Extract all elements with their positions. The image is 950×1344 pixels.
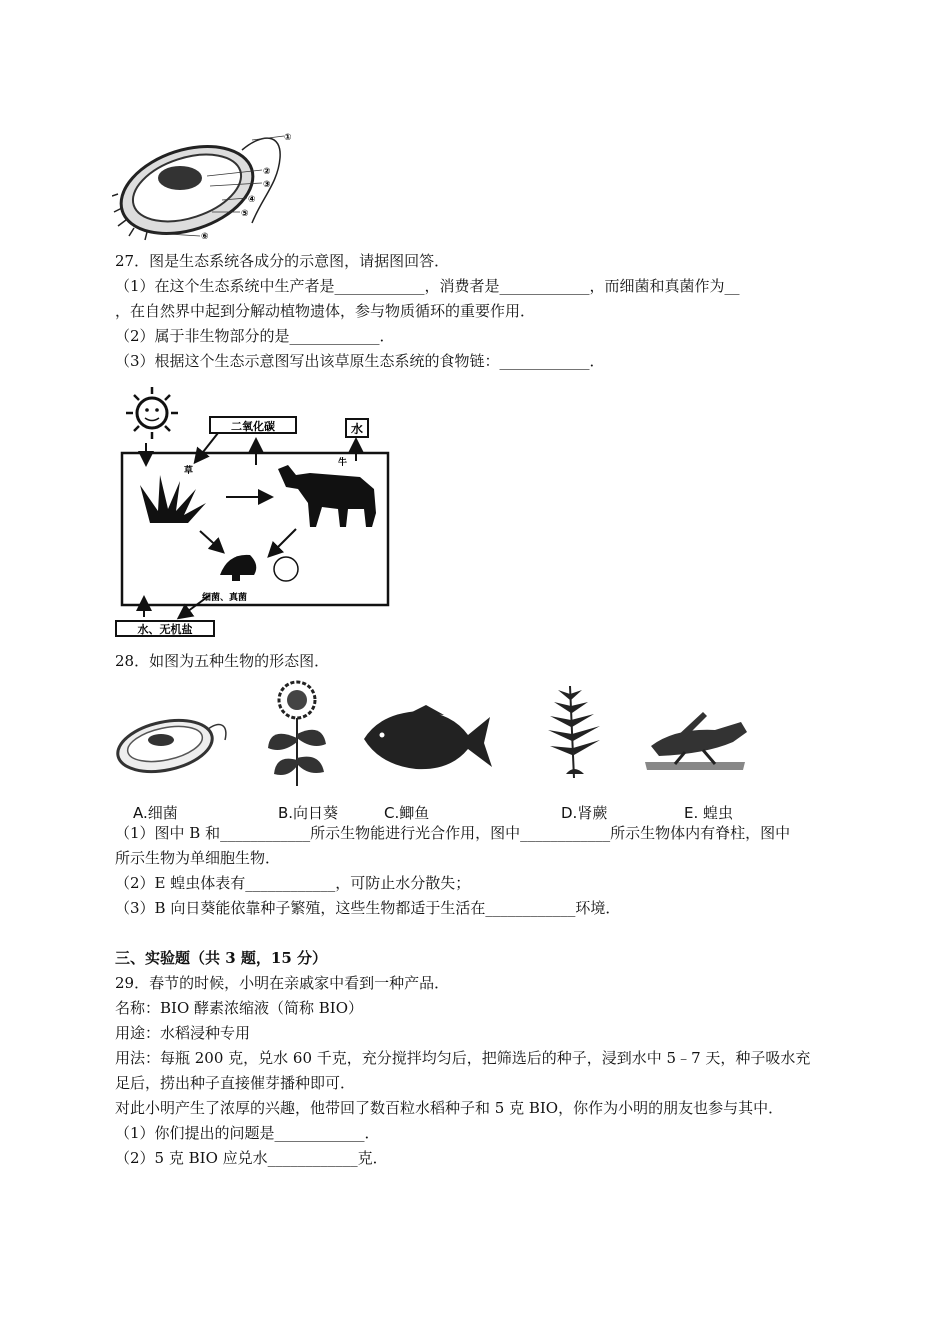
decomposers-label: 细菌、真菌 <box>202 593 248 603</box>
q28-part1-line2: 所示生物为单细胞生物． <box>115 849 281 867</box>
q28-part3: （3）B 向日葵能依靠种子繁殖，这些生物都适于生活在____________环境． <box>115 899 621 917</box>
bacterium-label: ⑥ <box>201 232 209 242</box>
fern-image <box>540 680 610 785</box>
q29-part1: （1）你们提出的问题是____________． <box>115 1124 380 1142</box>
sun-icon <box>126 387 178 439</box>
q29-usage-line2: 足后，捞出种子直接催芽播种即可． <box>115 1074 356 1092</box>
cow-label: 牛 <box>338 458 348 468</box>
section3-heading: 三、实验题（共 3 题，15 分） <box>115 949 327 967</box>
bacterium-label: ① <box>284 133 292 143</box>
locust-image <box>645 708 750 773</box>
crucian-carp-image <box>360 705 495 775</box>
q27-part2: （2）属于非生物部分的是____________． <box>115 327 395 345</box>
caption-locust: E. 蝗虫 <box>684 804 734 822</box>
q29-name: 名称：BIO 酵素浓缩液（简称 BIO） <box>115 999 364 1017</box>
caption-fern: D.肾蕨 <box>561 804 608 822</box>
q28-title: 28．如图为五种生物的形态图． <box>115 652 330 670</box>
q29-part2: （2）5 克 BIO 应兑水____________克． <box>115 1149 388 1167</box>
q29-title: 29．春节的时候，小明在亲戚家中看到一种产品． <box>115 974 450 992</box>
fungus-icon <box>220 555 256 581</box>
bacterium-structure-figure <box>112 128 302 243</box>
q27-part1-line2: ，在自然界中起到分解动植物遗体，参与物质循环的重要作用． <box>115 302 536 320</box>
inorganic-label: 水、无机盐 <box>137 623 193 636</box>
q27-part1-line1: （1）在这个生态系统中生产者是____________，消费者是____________，而细菌和真菌作为__ <box>115 277 740 295</box>
q29-interest: 对此小明产生了浓厚的兴趣，他带回了数百粒水稻种子和 5 克 BIO，你作为小明的朋友也参与其中． <box>115 1099 784 1117</box>
q29-usage-line1: 用法：每瓶 200 克，兑水 60 千克，充分搅拌均匀后，把筛选后的种子，浸到水中 5﹣7 天，种子吸水充 <box>115 1049 811 1067</box>
water-label: 水 <box>350 422 364 436</box>
q28-part1-line1: （1）图中 B 和____________所示生物能进行光合作用，图中____________所示生物体内有脊柱，图中 <box>115 824 791 842</box>
sunflower-image <box>262 678 332 788</box>
ecosystem-diagram <box>110 385 400 640</box>
bacterium-label: ② <box>263 167 271 177</box>
caption-carp: C.鲫鱼 <box>384 804 430 822</box>
bacterium-label: ③ <box>263 180 271 190</box>
grass-icon <box>140 475 206 523</box>
q29-use: 用途：水稻浸种专用 <box>115 1024 251 1042</box>
bacterium-label: ④ <box>248 195 256 205</box>
q27-part3: （3）根据这个生态示意图写出该草原生态系统的食物链：____________． <box>115 352 605 370</box>
co2-label: 二氧化碳 <box>231 420 275 433</box>
bacterium-body <box>112 131 280 243</box>
caption-sunflower: B.向日葵 <box>278 804 339 822</box>
q27-title: 27．图是生态系统各成分的示意图，请据图回答． <box>115 252 450 270</box>
q28-part2: （2）E 蝗虫体表有____________，可防止水分散失； <box>115 874 471 892</box>
bacterium-label: ⑤ <box>241 209 249 219</box>
bacteria-icon <box>274 557 298 581</box>
caption-bacteria: A.细菌 <box>133 804 178 822</box>
cow-icon <box>278 465 376 527</box>
grass-label: 草 <box>184 466 194 476</box>
bacterium-image <box>115 712 230 774</box>
